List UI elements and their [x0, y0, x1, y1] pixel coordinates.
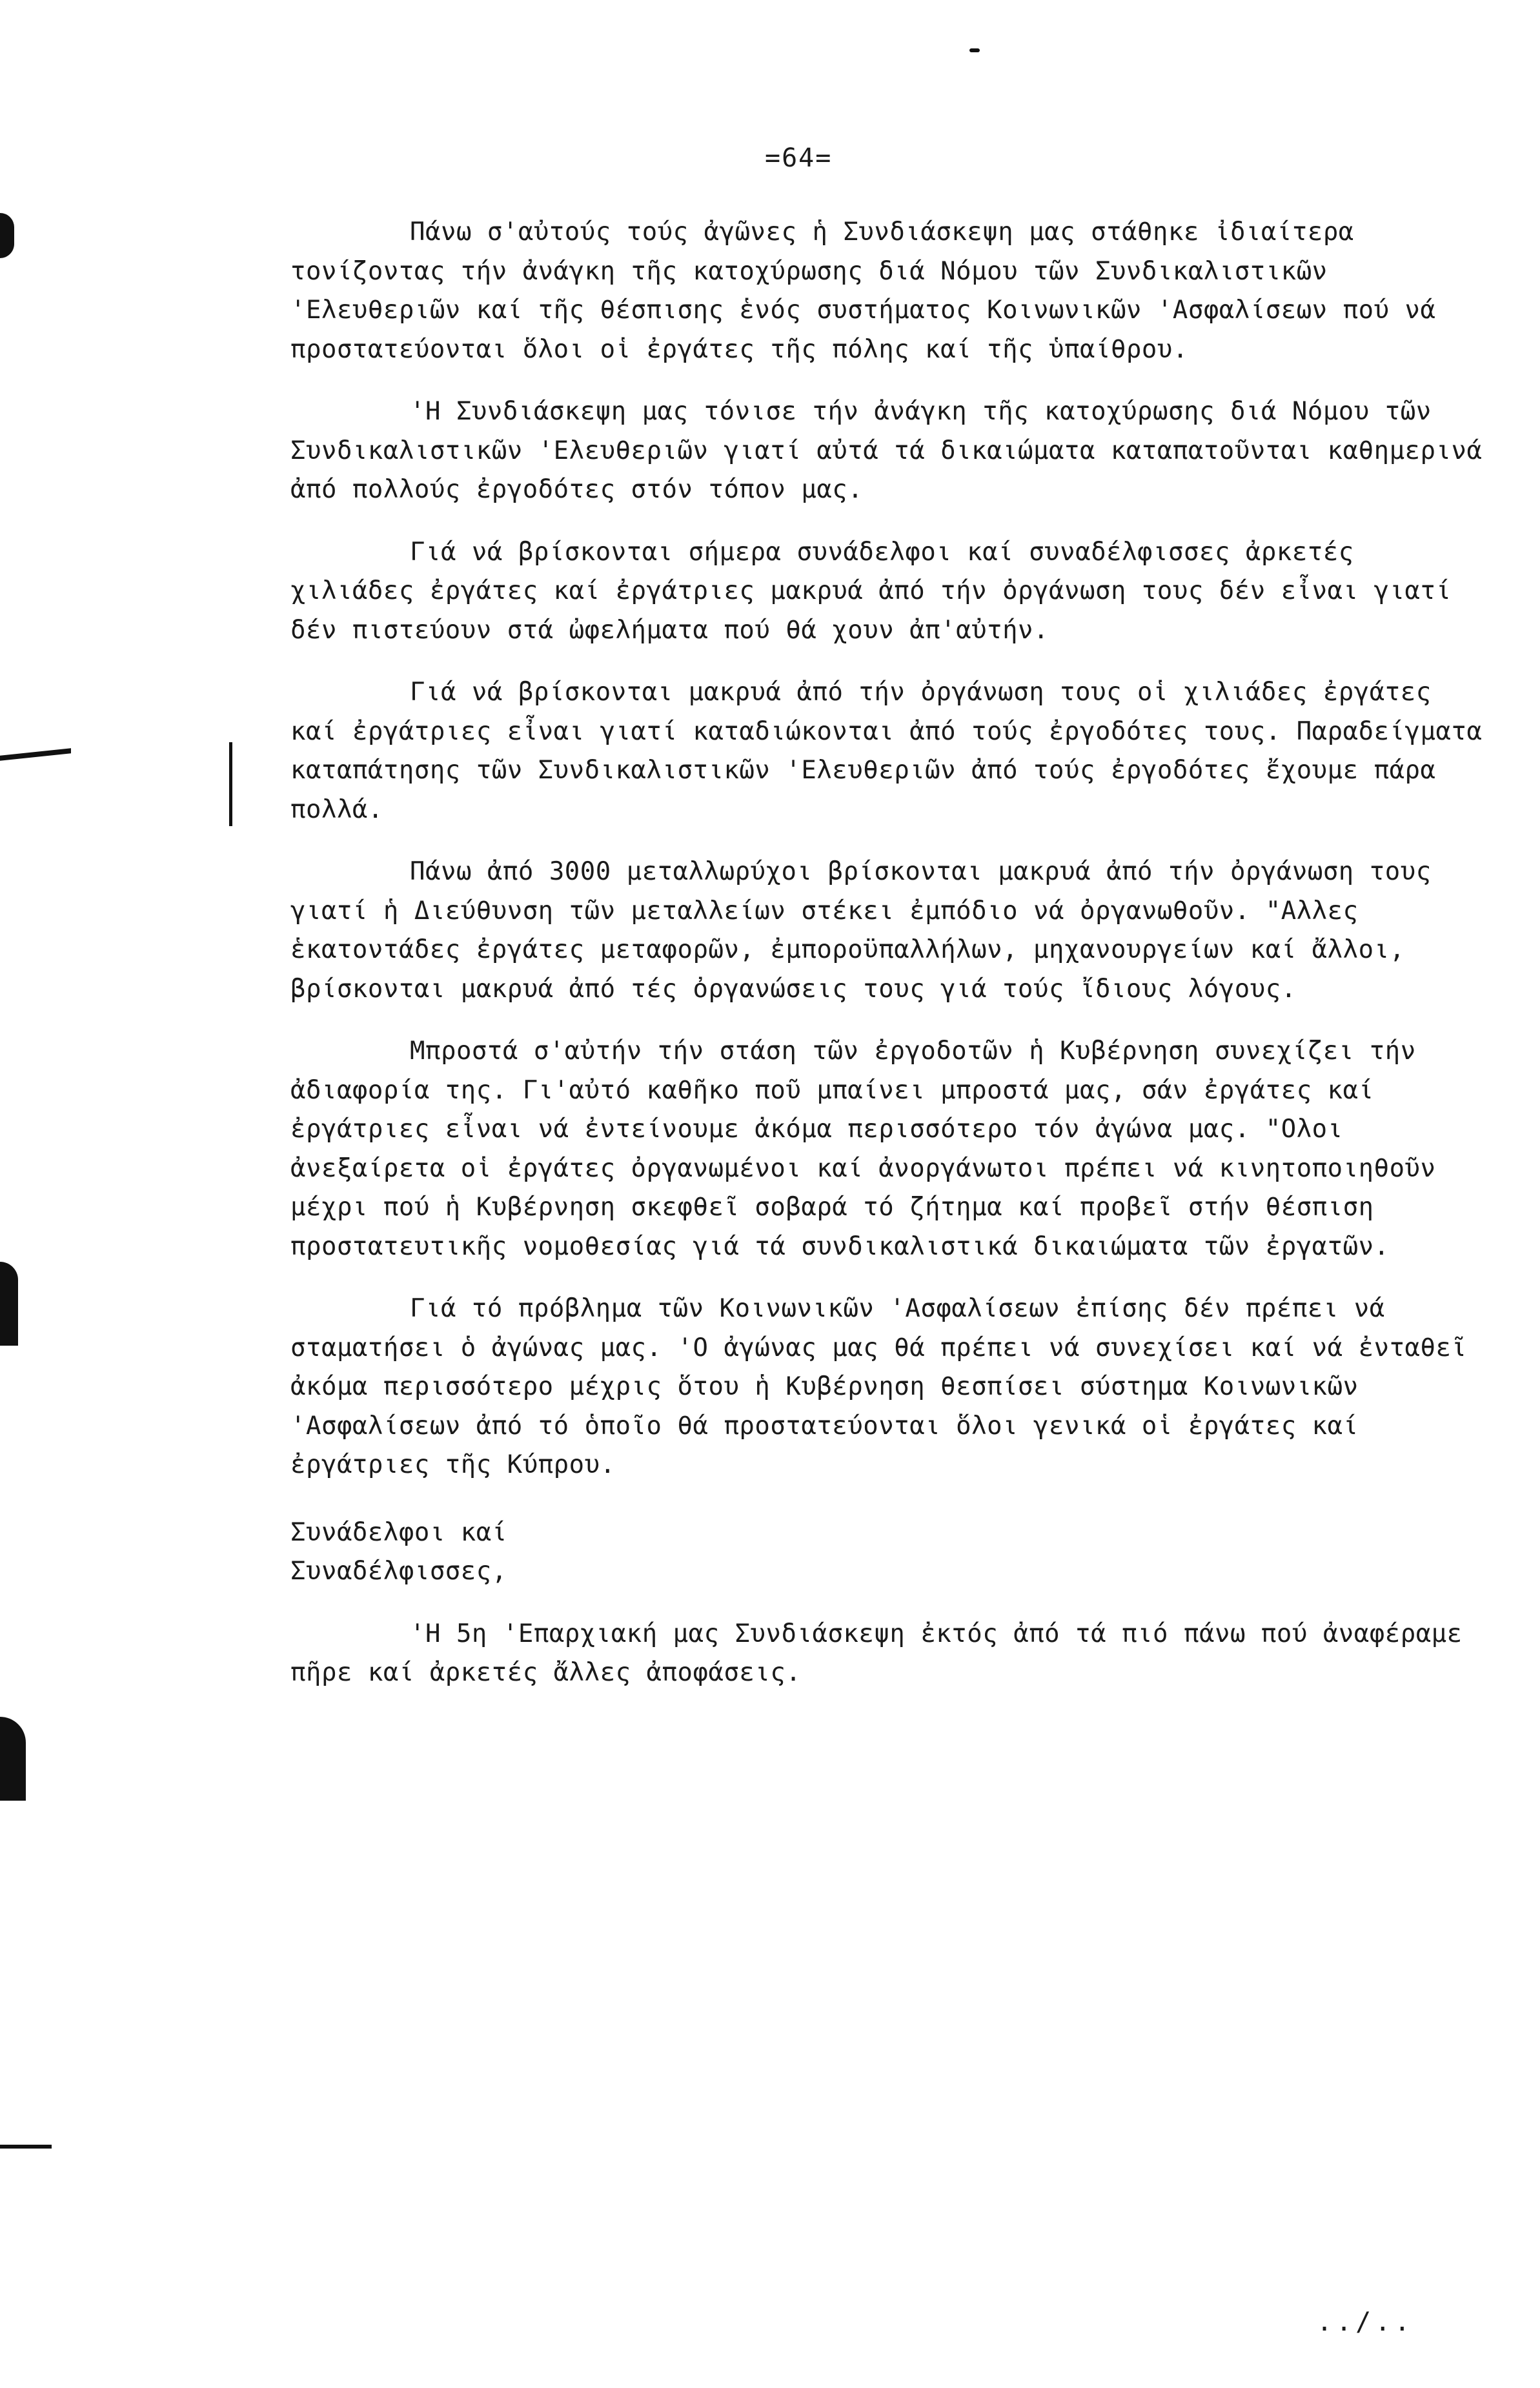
scan-mark — [0, 213, 14, 258]
scan-mark — [0, 1262, 18, 1346]
scan-mark — [969, 48, 980, 52]
paragraph: Πάνω ἀπό 3000 μεταλλωρύχοι βρίσκονται μακρυά ἀπό τήν ὀργάνωση τους γιατί ἡ Διεύθυνση τῶν μεταλλείων στέκει ἐμπόδιο νά ὀργανωθοῦν. "Αλλες ἑκατοντάδες ἐργάτες μεταφορῶν, ἐμποροϋπαλλήλων, μηχανουργείων καί ἄλλοι, βρίσκονται μακρυά ἀπό τές ὀργανώσεις τους γιά τούς ἴδιους λόγους. — [290, 857, 1447, 1004]
scan-mark — [0, 748, 71, 761]
paragraph: Γιά τό πρόβλημα τῶν Κοινωνικῶν 'Ασφαλίσεων ἐπίσης δέν πρέπει νά σταματήσει ὁ ἀγώνας μας. 'Ο ἀγώνας μας θά πρέπει νά συνεχίσει καί νά ἐνταθεῖ ἀκόμα περισσότερο μέχρις ὅτου ἡ Κυβέρνηση θεσπίσει σύστημα Κοινωνικῶν 'Ασφαλίσεων ἀπό τό ὁποῖο θά προστατεύονται ὅλοι γενικά οἱ ἐργάτες καί ἐργάτριες τῆς Κύπρου. — [290, 1294, 1483, 1479]
paragraph: 'Η Συνδιάσκεψη μας τόνισε τήν ἀνάγκη τῆς κατοχύρωσης διά Νόμου τῶν Συνδικαλιστικῶν 'Ελευθεριῶν γιατί αὐτά τά δικαιώματα καταπατοῦνται καθημερινά ἀπό πολλούς ἐργοδότες στόν τόπον μας. — [290, 397, 1498, 504]
scan-mark — [0, 2145, 52, 2149]
page-number: =64= — [765, 143, 833, 173]
paragraph: Γιά νά βρίσκονται μακρυά ἀπό τήν ὀργάνωση τους οἱ χιλιάδες ἐργάτες καί ἐργάτριες εἶναι γιατί καταδιώκονται ἀπό τούς ἐργοδότες τους. Παραδείγματα καταπάτησης τῶν Συνδικαλιστικῶν 'Ελευθεριῶν ἀπό τούς ἐργοδότες ἔχουμε πάρα πολλά. — [290, 678, 1498, 824]
scan-mark — [0, 1717, 26, 1801]
final-paragraph: 'Η 5η 'Επαρχιακή μας Συνδιάσκεψη ἐκτός ἀπό τά πιό πάνω πού ἀναφέραμε πῆρε καί ἀρκετές ἄλλες ἀποφάσεις. — [290, 1619, 1478, 1687]
salutation: Συνάδελφοι καί Συναδέλφισσες, — [290, 1517, 507, 1586]
scan-mark — [229, 742, 232, 826]
document-body — [290, 213, 1498, 1716]
paragraph: Μπροστά σ'αὐτήν τήν στάση τῶν ἐργοδοτῶν ἡ Κυβέρνηση συνεχίζει τήν ἀδιαφορία της. Γι'αὐτό καθῆκο ποῦ μπαίνει μπροστά μας, σάν ἐργάτες καί ἐργάτριες εἶναι νά ἐντείνουμε ἀκόμα περισσότερο τόν ἀγώνα μας. "Ολοι ἀνεξαίρετα οἱ ἐργάτες ὀργανωμένοι καί ἀνοργάνωτοι πρέπει νά κινητοποιηθοῦν μέχρι πού ἡ Κυβέρνηση σκεφθεῖ σοβαρά τό ζήτημα καί προβεῖ στήν θέσπιση προστατευτικῆς νομοθεσίας γιά τά συνδικαλιστικά δικαιώματα τῶν ἐργατῶν. — [290, 1037, 1452, 1261]
continuation-mark: ../.. — [1317, 2307, 1414, 2337]
paragraph: Γιά νά βρίσκονται σήμερα συνάδελφοι καί συναδέλφισσες ἀρκετές χιλιάδες ἐργάτες καί ἐργάτριες μακρυά ἀπό τήν ὀργάνωση τους δέν εἶναι γιατί δέν πιστεύουν στά ὠφελήματα πού θά χουν ἀπ'αὐτήν. — [290, 537, 1467, 645]
paragraph: Πάνω σ'αὐτούς τούς ἀγῶνες ἡ Συνδιάσκεψη μας στάθηκε ἰδιαίτερα τονίζοντας τήν ἀνάγκη τῆς κατοχύρωσης διά Νόμου τῶν Συνδικαλιστικῶν 'Ελευθεριῶν καί τῆς θέσπισης ἑνός συστήματος Κοινωνικῶν 'Ασφαλίσεων πού νά προστατεύονται ὅλοι οἱ ἐργάτες τῆς πόλης καί τῆς ὑπαίθρου. — [290, 218, 1452, 364]
